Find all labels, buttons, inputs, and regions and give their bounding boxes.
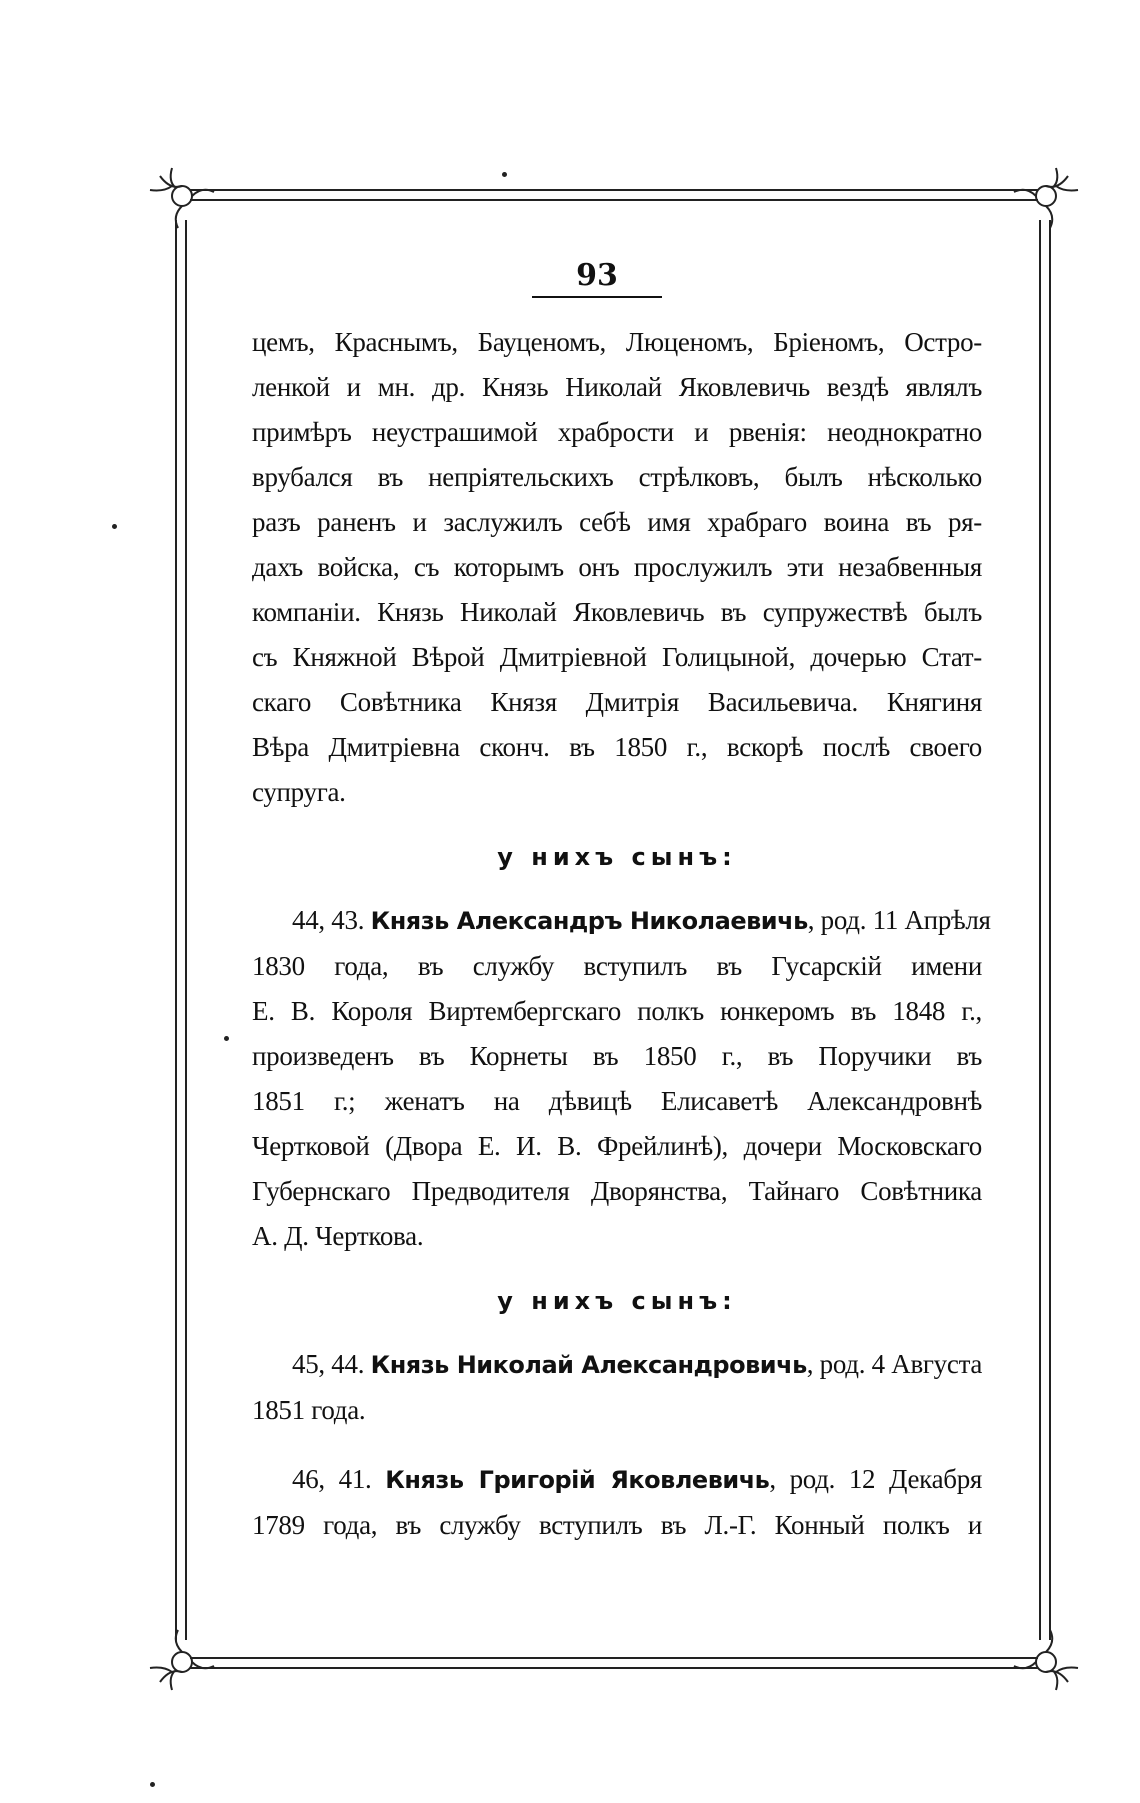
corner-ornament-bottom-right-icon — [1014, 1630, 1078, 1690]
entry-birth: , род. 12 Декабря — [769, 1464, 983, 1494]
text-line: ленкой и мн. др. Князь Николай Яковлевичь вездѣ являлъ — [252, 372, 982, 402]
corner-ornament-bottom-left-icon — [150, 1630, 214, 1690]
entry-birth: , род. 4 Августа — [806, 1349, 983, 1379]
text-line: разъ раненъ и заслужилъ себѣ имя храбраго воина въ ря- — [252, 507, 982, 537]
entry-number: 46, 41. — [292, 1464, 372, 1494]
text-line: Е. В. Короля Виртембергскаго полкъ юнкеромъ въ 1848 г., — [252, 996, 982, 1026]
entry-46 — [252, 1457, 982, 1548]
text-line: врубался въ непріятельскихъ стрѣлковъ, былъ нѣсколько — [252, 462, 982, 492]
corner-ornament-top-left-icon — [150, 168, 214, 228]
paragraph-biography — [252, 320, 982, 815]
text-line: Губернскаго Предводителя Дворянства, Тайнаго Совѣтника — [252, 1176, 982, 1206]
ink-speck — [502, 172, 507, 177]
entry-45 — [252, 1342, 982, 1433]
ink-speck — [224, 1036, 229, 1041]
entry-name: Князь Александръ Николаевичь — [370, 907, 808, 935]
text-line: дахъ войска, съ которымъ онъ прослужилъ эти незабвенныя — [252, 552, 982, 582]
entry-first-line — [252, 1342, 982, 1388]
entry-number: 45, 44. — [292, 1349, 365, 1379]
subheading-children: у нихъ сынъ: — [497, 1287, 737, 1315]
page-number: 93 — [576, 258, 618, 293]
entry-name: Князь Григорій Яковлевичь — [385, 1466, 770, 1494]
entry-first-line — [252, 898, 991, 944]
text-line: цемъ, Краснымъ, Бауценомъ, Люценомъ, Бріеномъ, Остро- — [252, 327, 982, 357]
text-line: компаніи. Князь Николай Яковлевичь въ супружествѣ былъ — [252, 597, 982, 627]
text-line: произведенъ въ Корнеты въ 1850 г., въ Поручики въ — [252, 1041, 982, 1071]
page-text — [252, 258, 991, 1548]
corner-ornament-top-right-icon — [1014, 168, 1078, 228]
entry-number: 44, 43. — [292, 905, 365, 935]
entry-name: Князь Николай Александровичь — [370, 1351, 807, 1379]
entry-birth: , род. 11 Апрѣля — [807, 905, 991, 935]
entry-first-line — [252, 1457, 982, 1503]
text-line: 1789 года, въ службу вступилъ въ Л.-Г. Конный полкъ и — [252, 1510, 982, 1540]
text-line: 1830 года, въ службу вступилъ въ Гусарскій имени — [252, 951, 982, 981]
text-line: А. Д. Черткова. — [252, 1221, 424, 1251]
text-line: 1851 года. — [252, 1395, 366, 1425]
text-line: Вѣра Дмитріевна сконч. въ 1850 г., вскорѣ послѣ своего — [252, 732, 982, 762]
ink-speck — [150, 1782, 155, 1787]
text-line: скаго Совѣтника Князя Дмитрія Васильевича. Княгиня — [252, 687, 982, 717]
text-line: супруга. — [252, 777, 346, 807]
text-line: примѣръ неустрашимой храбрости и рвенія: неоднократно — [252, 417, 982, 447]
ink-speck — [112, 524, 117, 529]
entry-44 — [252, 898, 991, 1259]
text-line: съ Княжной Вѣрой Дмитріевной Голицыной, дочерью Стат- — [252, 642, 982, 672]
text-line: 1851 г.; женатъ на дѣвицѣ Елисаветѣ Александровнѣ — [252, 1086, 982, 1116]
spacer — [252, 1433, 982, 1457]
subheading-children: у нихъ сынъ: — [497, 843, 737, 871]
text-line: Чертковой (Двора Е. И. В. Фрейлинѣ), дочери Московскаго — [252, 1131, 982, 1161]
page-number-rule — [532, 296, 662, 298]
